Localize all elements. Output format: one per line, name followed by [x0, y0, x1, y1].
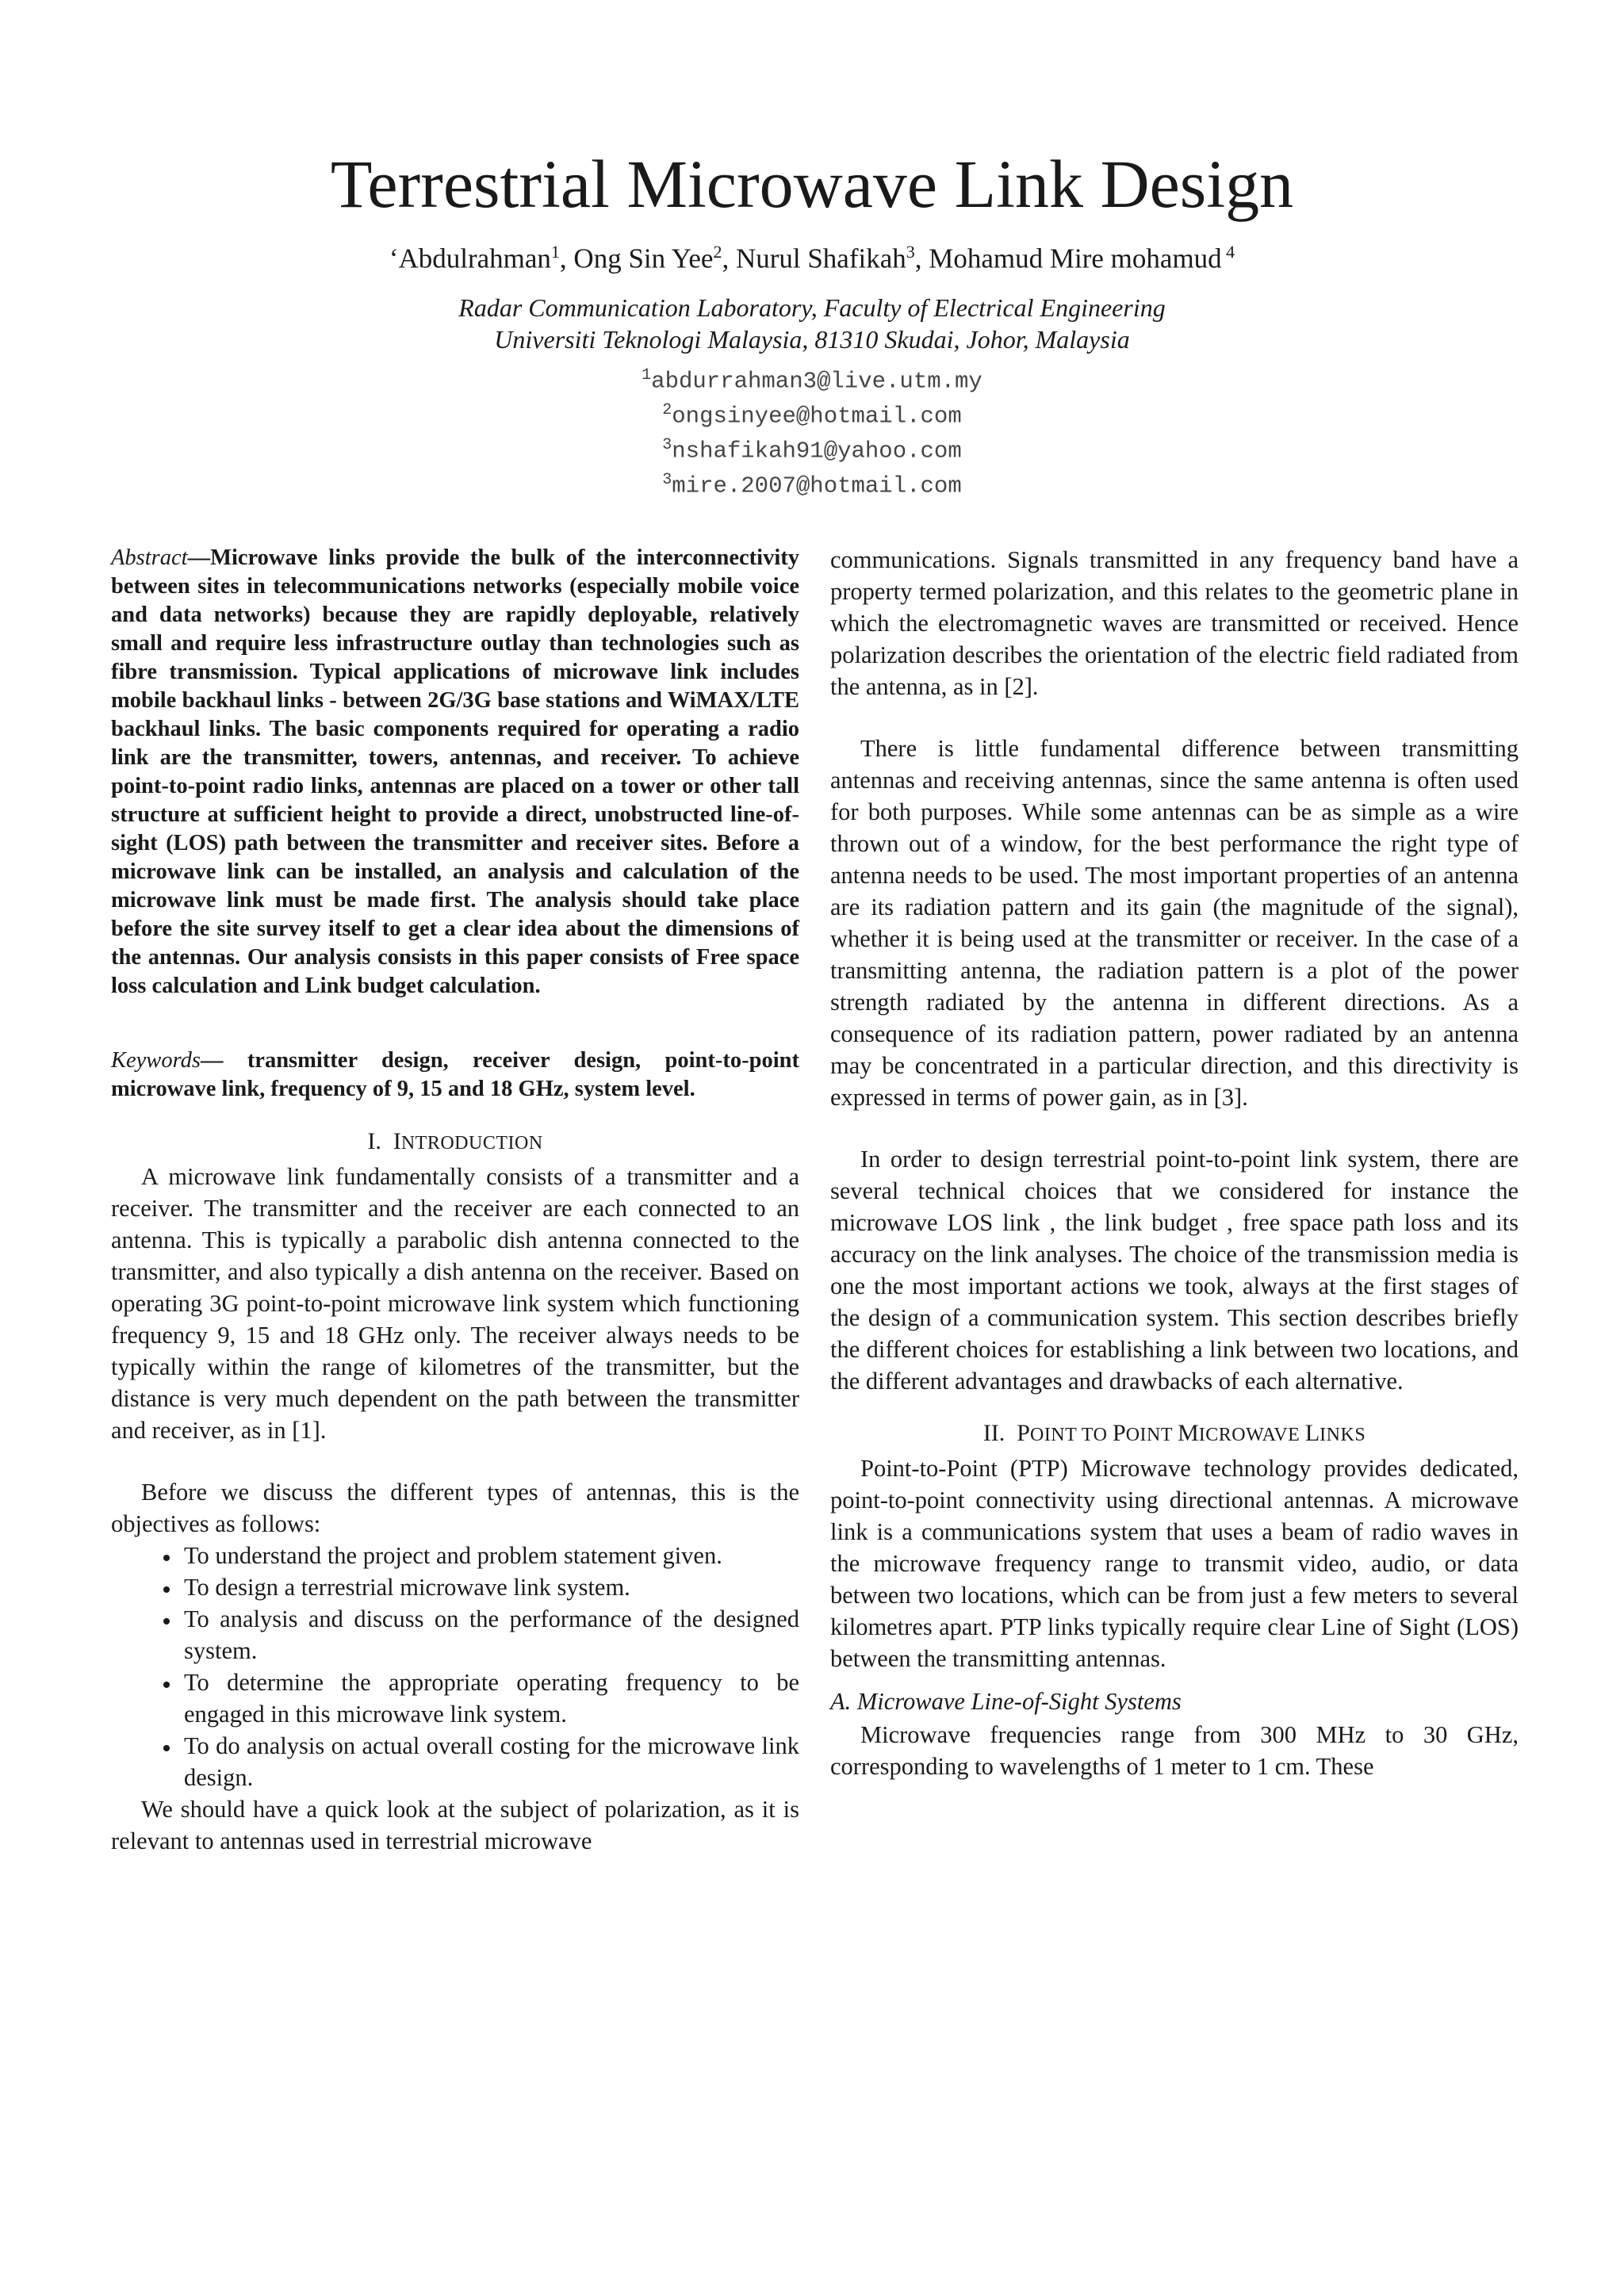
email-line: $^3$nshafikah91@yahoo.com [662, 436, 962, 465]
author-name: Nurul Shafikah [735, 243, 906, 274]
paragraph: In order to design terrestrial point-to-point link system, there are several technical choices that we considered for instance the microwave LOS link , the link budget , free space path loss and its accuracy on the link analyses. The choice of the transmission media is one the most important actions we took, always at the first stages of the design of a communication system. This section describes briefly the different choices for establishing a link between two locations, and the different advantages and drawbacks of each alternative. [830, 1146, 1519, 1395]
author-name: ‘Abdulrahman [389, 243, 551, 274]
subsection-heading: A. Microwave Line-of-Sight Systems [830, 1688, 1182, 1715]
paragraph: Microwave frequencies range from 300 MHz to 30 GHz, corresponding to wavelengths of 1 meter to 1 cm. These [830, 1721, 1519, 1780]
email-address: nshafikah91@yahoo.com [672, 438, 962, 465]
author-index: 4 [1221, 242, 1235, 262]
email-line: $^1$abdurrahman3@live.utm.my [642, 366, 982, 395]
abstract-label: Abstract [111, 545, 188, 570]
paragraph: There is little fundamental difference between transmitting antennas and receiving antennas, since the same antenna is often used for both purposes. While some antennas can be as simple as a wire thrown out of a window, for the best performance the right type of antenna needs to be used. The most important properties of an antenna are its radiation pattern and its gain (the magnitude of the signal), whether it is being used at the transmitter or receiver. In the case of a transmitting antenna, the radiation pattern is a plot of the power strength radiated by the antenna in different directions. As a consequence of its radiation pattern, power radiated by an antenna may be concentrated in a particular direction, and this directivity is expressed in terms of power gain, as in [3]. [830, 735, 1519, 1111]
objectives-list [111, 1540, 799, 1793]
paragraph: communications. Signals transmitted in any frequency band have a property termed polarization, and this relates to the geometric plane in which the electromagnetic waves are transmitted or received. Hence polarization describes the orientation of the electric field radiated from the antenna, as in [2]. [830, 546, 1519, 700]
email-line: $^3$mire.2007@hotmail.com [662, 471, 962, 499]
author-name: Ong Sin Yee [573, 243, 714, 274]
list-item: • To understand the project and problem statement given. [181, 1540, 799, 1571]
email-line: $^2$ongsinyee@hotmail.com [662, 401, 962, 430]
section-heading-introduction: I. INTRODUCTION [367, 1128, 543, 1154]
keywords [111, 1047, 799, 1104]
author-name: Mohamud Mire mohamud [929, 243, 1222, 274]
affiliation-line: Radar Communication Laboratory, Faculty of Electrical Engineering [458, 293, 1166, 322]
author-index: 1 [550, 242, 560, 262]
email-address: ongsinyee@hotmail.com [672, 403, 962, 430]
list-item: • To do analysis on actual overall costing for the microwave link design. [181, 1730, 799, 1793]
email-address: abdurrahman3@live.utm.my [651, 368, 982, 395]
author-list: ‘Abdulrahman$^1$, Ong Sin Yee$^2$, Nurul Shafikah$^3$, Mohamud Mire mohamud $^4$ [389, 242, 1235, 274]
keywords-label: Keywords [111, 1048, 201, 1073]
paragraph: A microwave link fundamentally consists of a transmitter and a receiver. The transmitter and the receiver are each connected to an antenna. This is typically a parabolic dish antenna connected to the transmitter, and also typically a dish antenna on the receiver. Based on operating 3G point-to-point microwave link system which functioning frequency 9, 15 and 18 GHz only. The receiver always needs to be typically within the range of kilometres of the transmitter, but the distance is very much dependent on the path between the transmitter and receiver, as in [1]. [111, 1163, 799, 1444]
keywords-text: — transmitter design, receiver design, point-to-point microwave link, frequency of 9, 15 and 18 GHz, system level. [111, 1048, 799, 1101]
paragraph: Point-to-Point (PTP) Microwave technology provides dedicated, point-to-point connectivity using directional antennas. A microwave link is a communications system that uses a beam of radio waves in the microwave frequency range to transmit video, audio, or data between two locations, which can be from just a few meters to several kilometres apart. PTP links typically require clear Line of Sight (LOS) between the transmitting antennas. [830, 1455, 1519, 1672]
paper-title: Terrestrial Microwave Link Design [330, 146, 1294, 222]
section-heading-point-to-point: II. POINT TO POINT MICROWAVE LINKS [982, 1420, 1366, 1446]
abstract [111, 544, 799, 1001]
right-column [830, 544, 1519, 1782]
paragraph: Before we discuss the different types of antennas, this is the objectives as follows: [111, 1479, 799, 1537]
email-address: mire.2007@hotmail.com [672, 473, 962, 499]
abstract-text: —Microwave links provide the bulk of the interconnectivity between sites in telecommunications networks (especially mobile voice and data networks) because they are rapidly deployable, relatively small and require less infrastructure outlay than technologies such as fibre transmission. Typical applications of microwave link includes mobile backhaul links - between 2G/3G base stations and WiMAX/LTE backhaul links. The basic components required for operating a radio link are the transmitter, towers, antennas, and receiver. To achieve point-to-point radio links, antennas are placed on a tower or other tall structure at sufficient height to provide a direct, unobstructed line-of-sight (LOS) path between the transmitter and receiver sites. Before a microwave link can be installed, an analysis and calculation of the microwave link must be made first. The analysis should take place before the site survey itself to get a clear idea about the dimensions of the antennas. Our analysis consists in this paper consists of Free space loss calculation and Link budget calculation. [111, 545, 799, 998]
list-item: • To design a terrestrial microwave link system. [181, 1571, 799, 1603]
paragraph: We should have a quick look at the subject of polarization, as it is relevant to antennas used in terrestrial microwave [111, 1796, 799, 1854]
affiliation-line: Universiti Teknologi Malaysia, 81310 Skudai, Johor, Malaysia [494, 325, 1130, 354]
list-item: • To analysis and discuss on the performance of the designed system. [181, 1603, 799, 1667]
author-index: 2 [713, 242, 722, 262]
list-item: • To determine the appropriate operating frequency to be engaged in this microwave link system. [181, 1667, 799, 1730]
left-column [111, 544, 799, 1857]
author-index: 3 [906, 242, 915, 262]
